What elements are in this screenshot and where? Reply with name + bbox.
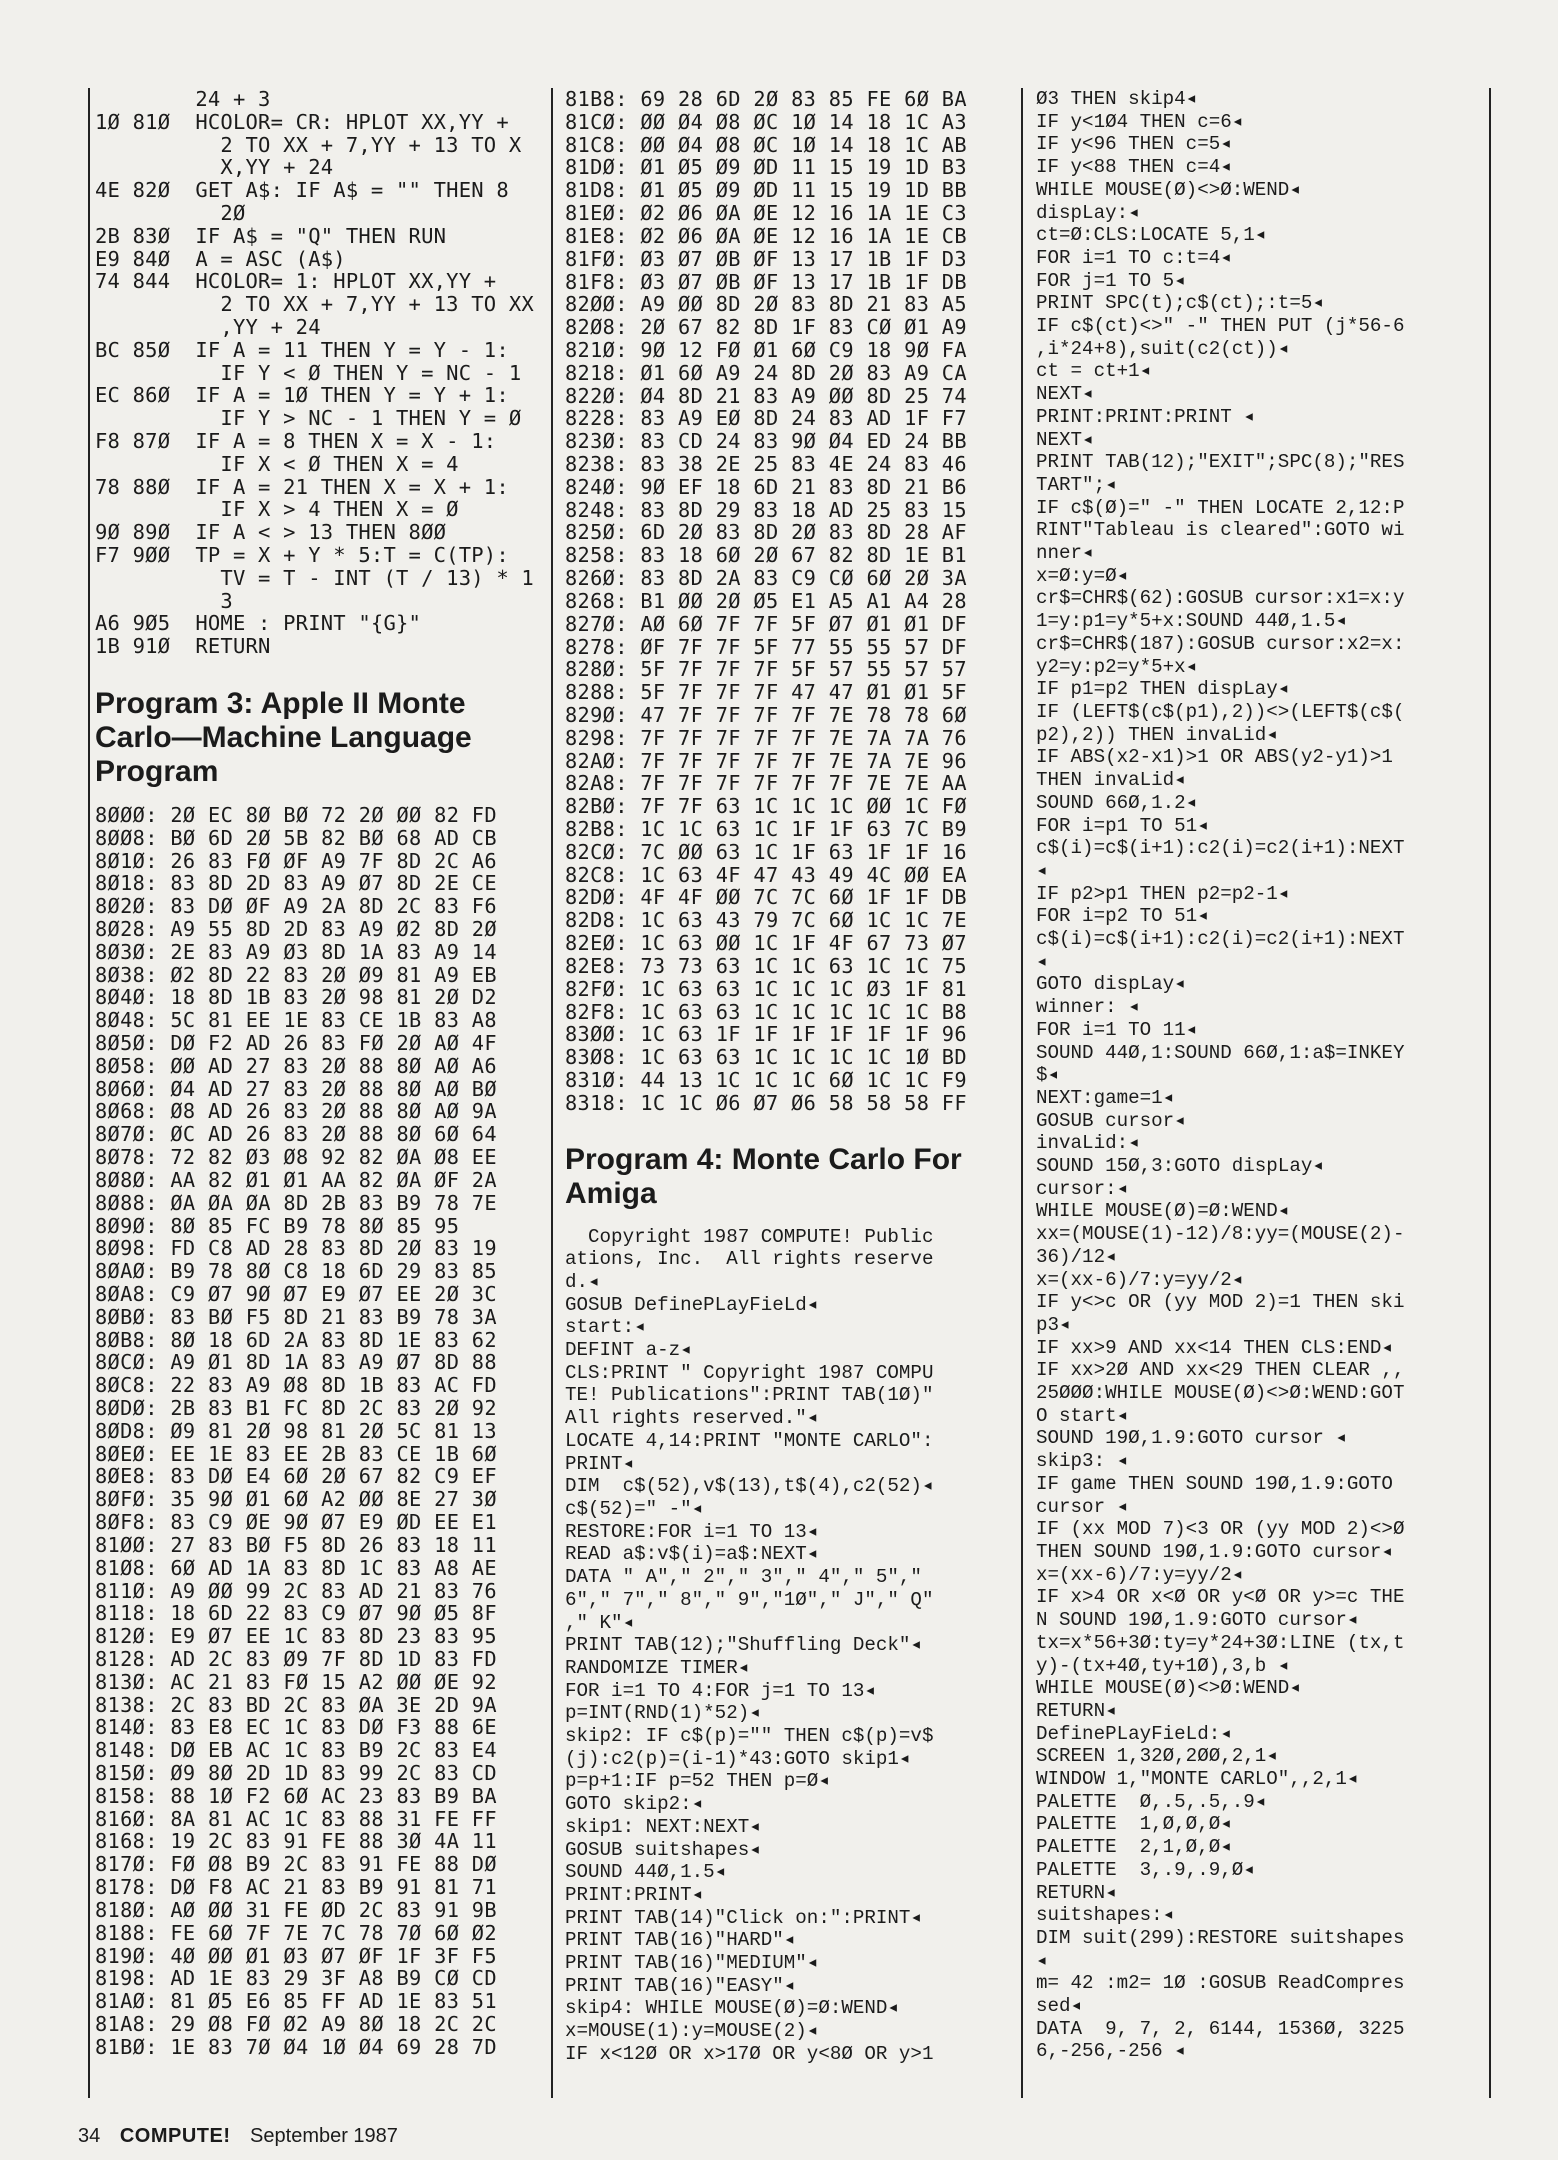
program4-listing-part2: Ø3 THEN skip4◂ IF y<1Ø4 THEN c=6◂ IF y<96 THEN c=5◂ IF y<88 THEN c=4◂ WHILE MOUSE(Ø)<>Ø:WEND◂ dispLay:◂ ct=Ø:CLS:LOCATE 5,1◂ FOR i=1 TO c:t=4◂ FOR j=1 TO 5◂ PRINT SPC(t);c$(ct);:t=5◂ IF c$(ct)<>" -" THEN PUT (j*56-6 ,i*24+8),suit(c2(ct))◂ ct = ct+1◂ NEXT◂ PRINT:PRINT:PRINT ◂ NEXT◂ PRINT TAB(12);"EXIT";SPC(8);"RES TART";◂ IF c$(Ø)=" -" THEN LOCATE 2,12:P RINT"Tableau is cleared":GOTO wi nner◂ x=Ø:y=Ø◂ cr$=CHR$(62):GOSUB cursor:x1=x:y 1=y:p1=y*5+x:SOUND 44Ø,1.5◂ cr$=CHR$(187):GOSUB cursor:x2=x: y2=y:p2=y*5+x◂ IF p1=p2 THEN dispLay◂ IF (LEFT$(c$(p1),2))<>(LEFT$(c$( p2),2)) THEN invaLid◂ IF ABS(x2-x1)>1 OR ABS(y2-y1)>1 THEN invaLid◂ SOUND 66Ø,1.2◂ FOR i=p1 TO 51◂ c$(i)=c$(i+1):c2(i)=c2(i+1):NEXT ◂ IF p2>p1 THEN p2=p2-1◂ FOR i=p2 TO 51◂ c$(i)=c$(i+1):c2(i)=c2(i+1):NEXT ◂ GOTO dispLay◂ winner: ◂ FOR i=1 TO 11◂ SOUND 44Ø,1:SOUND 66Ø,1:a$=INKEY $◂ NEXT:game=1◂ GOSUB cursor◂ invaLid:◂ SOUND 15Ø,3:GOTO dispLay◂ cursor:◂ WHILE MOUSE(Ø)=Ø:WEND◂ xx=(MOUSE(1)-12)/8:yy=(MOUSE(2)- 36)/12◂ x=(xx-6)/7:y=yy/2◂ IF y<>c OR (yy MOD 2)=1 THEN ski p3◂ IF xx>9 AND xx<14 THEN CLS:END◂ IF xx>2Ø AND xx<29 THEN CLEAR ,, 25ØØØ:WHILE MOUSE(Ø)<>Ø:WEND:GOT O start◂ SOUND 19Ø,1.9:GOTO cursor ◂ skip3: ◂ IF game THEN SOUND 19Ø,1.9:GOTO cursor ◂ IF (xx MOD 7)<3 OR (yy MOD 2)<>Ø THEN SOUND 19Ø,1.9:GOTO cursor◂ x=(xx-6)/7:y=yy/2◂ IF x>4 OR x<Ø OR y<Ø OR y>=c THE N SOUND 19Ø,1.9:GOTO cursor◂ tx=x*56+3Ø:ty=y*24+3Ø:LINE (tx,t y)-(tx+4Ø,ty+1Ø),3,b ◂ WHILE MOUSE(Ø)<>Ø:WEND◂ RETURN◂ DefinePLayFieLd:◂ SCREEN 1,32Ø,2ØØ,2,1◂ WINDOW 1,"MONTE CARLO",,2,1◂ PALETTE Ø,.5,.5,.9◂ PALETTE 1,Ø,Ø,Ø◂ PALETTE 2,1,Ø,Ø◂ PALETTE 3,.9,.9,Ø◂ RETURN◂ suitshapes:◂ DIM suit(299):RESTORE suitshapes ◂ m= 42 :m2= 1Ø :GOSUB ReadCompres sed◂ DATA 9, 7, 2, 6144, 1536Ø, 3225 6,-256,-256 ◂ [1036, 88, 1405, 2063]
column-1 [95, 88, 540, 2059]
column-3 [1036, 88, 1496, 2063]
program3-title: Program 3: Apple II Monte Carlo—Machine Language Program [95, 686, 472, 788]
column-rule-1 [551, 88, 553, 2098]
program3-hex-dump-part2: 81B8: 69 28 6D 2Ø 83 85 FE 6Ø BA 81CØ: ØØ Ø4 Ø8 ØC 1Ø 14 18 1C A3 81C8: ØØ Ø4 Ø8 ØC 1Ø 14 18 1C AB 81DØ: Ø1 Ø5 Ø9 ØD 11 15 19 1D B3 81D8: Ø1 Ø5 Ø9 ØD 11 15 19 1D BB 81EØ: Ø2 Ø6 ØA ØE 12 16 1A 1E C3 81E8: Ø2 Ø6 ØA ØE 12 16 1A 1E CB 81FØ: Ø3 Ø7 ØB ØF 13 17 1B 1F D3 81F8: Ø3 Ø7 ØB ØF 13 17 1B 1F DB 82ØØ: A9 ØØ 8D 2Ø 83 8D 21 83 A5 82Ø8: 2Ø 67 82 8D 1F 83 CØ Ø1 A9 821Ø: 9Ø 12 FØ Ø1 6Ø C9 18 9Ø FA 8218: Ø1 6Ø A9 24 8D 2Ø 83 A9 CA 822Ø: Ø4 8D 21 83 A9 ØØ 8D 25 74 8228: 83 A9 EØ 8D 24 83 AD 1F F7 823Ø: 83 CD 24 83 9Ø Ø4 ED 24 BB 8238: 83 38 2E 25 83 4E 24 83 46 824Ø: 9Ø EF 18 6D 21 83 8D 21 B6 8248: 83 8D 29 83 18 AD 25 83 15 825Ø: 6D 2Ø 83 8D 2Ø 83 8D 28 AF 8258: 83 18 6Ø 2Ø 67 82 8D 1E B1 826Ø: 83 8D 2A 83 C9 CØ 6Ø 2Ø 3A 8268: B1 ØØ 2Ø Ø5 E1 A5 A1 A4 28 827Ø: AØ 6Ø 7F 7F 5F Ø7 Ø1 Ø1 DF 8278: ØF 7F 7F 5F 77 55 55 57 DF 828Ø: 5F 7F 7F 7F 5F 57 55 57 57 8288: 5F 7F 7F 7F 47 47 Ø1 Ø1 5F 829Ø: 47 7F 7F 7F 7F 7E 78 78 6Ø 8298: 7F 7F 7F 7F 7F 7E 7A 7A 76 82AØ: 7F 7F 7F 7F 7F 7E 7A 7E 96 82A8: 7F 7F 7F 7F 7F 7F 7E 7E AA 82BØ: 7F 7F 63 1C 1C 1C ØØ 1C FØ 82B8: 1C 1C 63 1C 1F 1F 63 7C B9 82CØ: 7C ØØ 63 1C 1F 63 1F 1F 16 82C8: 1C 63 4F 47 43 49 4C ØØ EA 82DØ: 4F 4F ØØ 7C 7C 6Ø 1F 1F DB 82D8: 1C 63 43 79 7C 6Ø 1C 1C 7E 82EØ: 1C 63 ØØ 1C 1F 4F 67 73 Ø7 82E8: 73 73 63 1C 1C 63 1C 1C 75 82FØ: 1C 63 63 1C 1C 1C Ø3 1F 81 82F8: 1C 63 63 1C 1C 1C 1C 1C B8 83ØØ: 1C 63 1F 1F 1F 1F 1F 1F 96 83Ø8: 1C 63 63 1C 1C 1C 1C 1Ø BD 831Ø: 44 13 1C 1C 1C 6Ø 1C 1C F9 8318: 1C 1C Ø6 Ø7 Ø6 58 58 58 FF [565, 87, 967, 1115]
column-2 [565, 88, 1005, 2066]
program4-title: Program 4: Monte Carlo For Amiga [565, 1142, 962, 1210]
program2-listing-tail: 24 + 3 1Ø 81Ø HCOLOR= CR: HPLOT XX,YY + 2 TO XX + 7,YY + 13 TO X X,YY + 24 4E 82Ø GET A$: IF A$ = "" THEN 8 2Ø 2B 83Ø IF A$ = "Q" THEN RUN E9 84Ø A = ASC (A$) 74 844 HCOLOR= 1: HPLOT XX,YY + 2 TO XX + 7,YY + 13 TO XX ,YY + 24 BC 85Ø IF A = 11 THEN Y = Y - 1: IF Y < Ø THEN Y = NC - 1 EC 86Ø IF A = 1Ø THEN Y = Y + 1: IF Y > NC - 1 THEN Y = Ø F8 87Ø IF A = 8 THEN X = X - 1: IF X < Ø THEN X = 4 78 88Ø IF A = 21 THEN X = X + 1: IF X > 4 THEN X = Ø 9Ø 89Ø IF A < > 13 THEN 8ØØ F7 9ØØ TP = X + Y * 5:T = C(TP): TV = T - INT (T / 13) * 1 3 A6 9Ø5 HOME : PRINT "{G}" 1B 91Ø RETURN [95, 87, 534, 659]
magazine-name: COMPUTE! [119, 2125, 231, 2147]
program4-listing-part1: Copyright 1987 COMPUTE! Public ations, Inc. All rights reserve d.◂ GOSUB DefinePLayFieLd◂ start:◂ DEFINT a-z◂ CLS:PRINT " Copyright 1987 COMPU TE! Publications":PRINT TAB(1Ø)" All rights reserved."◂ LOCATE 4,14:PRINT "MONTE CARLO": PRINT◂ DIM c$(52),v$(13),t$(4),c2(52)◂ c$(52)=" -"◂ RESTORE:FOR i=1 TO 13◂ READ a$:v$(i)=a$:NEXT◂ DATA " A"," 2"," 3"," 4"," 5"," 6"," 7"," 8"," 9","1Ø"," J"," Q" ," K"◂ PRINT TAB(12);"Shuffling Deck"◂ RANDOMIZE TIMER◂ FOR i=1 TO 4:FOR j=1 TO 13◂ p=INT(RND(1)*52)◂ skip2: IF c$(p)="" THEN c$(p)=v$ (j):c2(p)=(i-1)*43:GOTO skip1◂ p=p+1:IF p=52 THEN p=Ø◂ GOTO skip2:◂ skip1: NEXT:NEXT◂ GOSUB suitshapes◂ SOUND 44Ø,1.5◂ PRINT:PRINT◂ PRINT TAB(14)"Click on:":PRINT◂ PRINT TAB(16)"HARD"◂ PRINT TAB(16)"MEDIUM"◂ PRINT TAB(16)"EASY"◂ skip4: WHILE MOUSE(Ø)=Ø:WEND◂ x=MOUSE(1):y=MOUSE(2)◂ IF x<12Ø OR x>17Ø OR y<8Ø OR y>1 [565, 1225, 934, 2065]
page-number: 34 [78, 2125, 101, 2147]
page-footer [78, 2125, 398, 2148]
issue-date: September 1987 [250, 2125, 398, 2147]
column-rule-2 [1021, 88, 1023, 2098]
program3-hex-dump-part1: 8ØØØ: 2Ø EC 8Ø BØ 72 2Ø ØØ 82 FD 8ØØ8: BØ 6D 2Ø 5B 82 BØ 68 AD CB 8Ø1Ø: 26 83 FØ ØF A9 7F 8D 2C A6 8Ø18: 83 8D 2D 83 A9 Ø7 8D 2E CE 8Ø2Ø: 83 DØ ØF A9 2A 8D 2C 83 F6 8Ø28: A9 55 8D 2D 83 A9 Ø2 8D 2Ø 8Ø3Ø: 2E 83 A9 Ø3 8D 1A 83 A9 14 8Ø38: Ø2 8D 22 83 2Ø Ø9 81 A9 EB 8Ø4Ø: 18 8D 1B 83 2Ø 98 81 2Ø D2 8Ø48: 5C 81 EE 1E 83 CE 1B 83 A8 8Ø5Ø: DØ F2 AD 26 83 FØ 2Ø AØ 4F 8Ø58: ØØ AD 27 83 2Ø 88 8Ø AØ A6 8Ø6Ø: Ø4 AD 27 83 2Ø 88 8Ø AØ BØ 8Ø68: Ø8 AD 26 83 2Ø 88 8Ø AØ 9A 8Ø7Ø: ØC AD 26 83 2Ø 88 8Ø 6Ø 64 8Ø78: 72 82 Ø3 Ø8 92 82 ØA Ø8 EE 8Ø8Ø: AA 82 Ø1 Ø1 AA 82 ØA ØF 2A 8Ø88: ØA ØA ØA 8D 2B 83 B9 78 7E 8Ø9Ø: 8Ø 85 FC B9 78 8Ø 85 95 8Ø98: FD C8 AD 28 83 8D 2Ø 83 19 8ØAØ: B9 78 8Ø C8 18 6D 29 83 85 8ØA8: C9 Ø7 9Ø Ø7 E9 Ø7 EE 2Ø 3C 8ØBØ: 83 BØ F5 8D 21 83 B9 78 3A 8ØB8: 8Ø 18 6D 2A 83 8D 1E 83 62 8ØCØ: A9 Ø1 8D 1A 83 A9 Ø7 8D 88 8ØC8: 22 83 A9 Ø8 8D 1B 83 AC FD 8ØDØ: 2B 83 B1 FC 8D 2C 83 2Ø 92 8ØD8: Ø9 81 2Ø 98 81 2Ø 5C 81 13 8ØEØ: EE 1E 83 EE 2B 83 CE 1B 6Ø 8ØE8: 83 DØ E4 6Ø 2Ø 67 82 C9 EF 8ØFØ: 35 9Ø Ø1 6Ø A2 ØØ 8E 27 3Ø 8ØF8: 83 C9 ØE 9Ø Ø7 E9 ØD EE E1 81ØØ: 27 83 BØ F5 8D 26 83 18 11 81Ø8: 6Ø AD 1A 83 8D 1C 83 A8 AE 811Ø: A9 ØØ 99 2C 83 AD 21 83 76 8118: 18 6D 22 83 C9 Ø7 9Ø Ø5 8F 812Ø: E9 Ø7 EE 1C 83 8D 23 83 95 8128: AD 2C 83 Ø9 7F 8D 1D 83 FD 813Ø: AC 21 83 FØ 15 A2 ØØ ØE 92 8138: 2C 83 BD 2C 83 ØA 3E 2D 9A 814Ø: 83 E8 EC 1C 83 DØ F3 88 6E 8148: DØ EB AC 1C 83 B9 2C 83 E4 815Ø: Ø9 8Ø 2D 1D 83 99 2C 83 CD 8158: 88 1Ø F2 6Ø AC 23 83 B9 BA 816Ø: 8A 81 AC 1C 83 88 31 FE FF 8168: 19 2C 83 91 FE 88 3Ø 4A 11 817Ø: FØ Ø8 B9 2C 83 91 FE 88 DØ 8178: DØ F8 AC 21 83 B9 91 81 71 818Ø: AØ ØØ 31 FE ØD 2C 83 91 9B 8188: FE 6Ø 7F 7E 7C 78 7Ø 6Ø Ø2 819Ø: 4Ø ØØ Ø1 Ø3 Ø7 ØF 1F 3F F5 8198: AD 1E 83 29 3F A8 B9 CØ CD 81AØ: 81 Ø5 E6 85 FF AD 1E 83 51 81A8: 29 Ø8 FØ Ø2 A9 8Ø 18 2C 2C 81BØ: 1E 83 7Ø Ø4 1Ø Ø4 69 28 7D [95, 802, 497, 2059]
column-rule-left [88, 88, 90, 2098]
